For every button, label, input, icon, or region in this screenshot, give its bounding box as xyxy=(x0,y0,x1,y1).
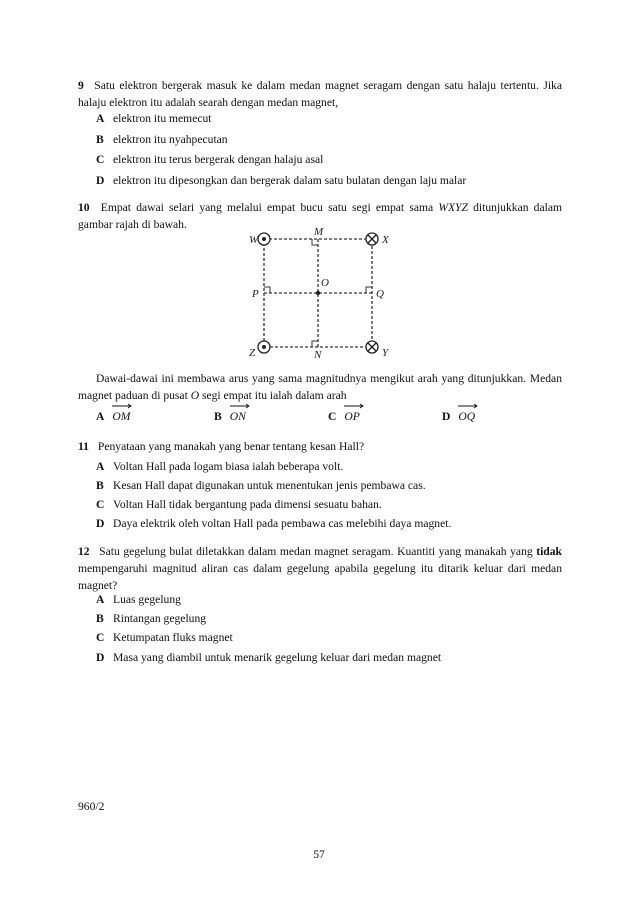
option-letter: C xyxy=(328,410,337,423)
label-n: N xyxy=(314,349,322,361)
right-angle-mark-n xyxy=(312,341,318,347)
q12-option-a xyxy=(96,591,181,608)
option-text: Luas gegelung xyxy=(113,593,181,606)
q9-option-a xyxy=(96,110,212,127)
q9-option-b xyxy=(96,131,228,148)
option-text: Daya elektrik oleh voltan Hall pada pembawa cas melebihi daya magnet. xyxy=(113,517,452,530)
wire-y-in-icon xyxy=(366,341,378,353)
centre-point-o xyxy=(316,291,320,295)
option-letter: A xyxy=(96,593,105,606)
q11-option-a xyxy=(96,458,343,475)
right-angle-mark-m xyxy=(312,239,318,245)
option-letter: C xyxy=(96,153,105,166)
label-z: Z xyxy=(249,347,256,359)
wire-square-diagram xyxy=(240,222,410,362)
question-number: 9 xyxy=(78,79,84,92)
question-text: Dawai-dawai ini membawa arus yang sama magnitudnya mengikut arah yang ditunjukkan. Medan magnet paduan di pusat xyxy=(78,372,562,402)
question-11 xyxy=(78,438,562,455)
q10-option-b xyxy=(214,405,246,425)
vector-arrow-icon xyxy=(112,403,132,409)
option-text: Ketumpatan fluks magnet xyxy=(113,631,233,644)
option-text: Masa yang diambil untuk menarik gegelung keluar dari medan magnet xyxy=(113,651,442,664)
q11-option-c xyxy=(96,496,382,513)
option-letter: B xyxy=(96,612,104,625)
question-12 xyxy=(78,543,562,594)
vector-om: OM xyxy=(112,405,130,425)
label-x: X xyxy=(382,234,389,246)
vector-arrow-icon xyxy=(230,403,250,409)
q10-option-a xyxy=(96,405,130,425)
question-text: Penyataan yang manakah yang benar tentang kesan Hall? xyxy=(97,440,365,453)
option-text: Kesan Hall dapat digunakan untuk menentukan jenis pembawa cas. xyxy=(113,479,426,492)
question-10-continuation xyxy=(78,370,562,404)
right-angle-mark-q xyxy=(366,287,372,293)
page-number: 57 xyxy=(313,848,325,861)
square-name: WXYZ xyxy=(438,201,468,214)
right-angle-mark-p xyxy=(264,287,270,293)
q9-option-c xyxy=(96,151,323,168)
q12-option-d xyxy=(96,649,441,666)
label-m: M xyxy=(314,226,324,238)
option-text: Voltan Hall pada logam biasa ialah beberapa volt. xyxy=(113,460,344,473)
vector-on: ON xyxy=(230,405,246,425)
option-letter: D xyxy=(96,174,105,187)
q11-option-b xyxy=(96,477,426,494)
question-text-end: segi empat itu ialah dalam arah xyxy=(199,389,347,402)
label-o: O xyxy=(321,277,329,289)
q12-option-c xyxy=(96,629,233,646)
q10-option-d xyxy=(442,405,475,425)
q10-option-c xyxy=(328,405,360,425)
option-letter: B xyxy=(96,133,104,146)
option-letter: C xyxy=(96,631,105,644)
q11-option-d xyxy=(96,515,451,532)
vector-oq: OQ xyxy=(458,405,475,425)
option-letter: D xyxy=(96,651,105,664)
question-text-end: ditunjukkan dalam gambar rajah di bawah. xyxy=(78,201,562,231)
q12-option-b xyxy=(96,610,206,627)
emphasis-word: tidak xyxy=(536,545,562,558)
option-text: elektron itu memecut xyxy=(113,112,212,125)
option-letter: D xyxy=(96,517,105,530)
q9-option-d xyxy=(96,172,466,189)
question-text: Empat dawai selari yang melalui empat bucu satu segi empat sama xyxy=(100,201,439,214)
option-text: elektron itu dipesongkan dan bergerak dalam satu bulatan dengan laju malar xyxy=(113,174,467,187)
option-letter: A xyxy=(96,112,105,125)
label-w: W xyxy=(249,234,259,246)
question-text: Satu gegelung bulat diletakkan dalam medan magnet seragam. Kuantiti yang manakah yang xyxy=(99,545,537,558)
option-letter: D xyxy=(442,410,451,423)
option-text: Rintangan gegelung xyxy=(113,612,207,625)
question-number: 11 xyxy=(78,440,89,453)
option-letter: A xyxy=(96,410,105,423)
option-letter: A xyxy=(96,460,105,473)
label-p: P xyxy=(252,288,259,300)
wire-x-in-icon xyxy=(366,233,378,245)
option-text: elektron itu nyahpecutan xyxy=(113,133,228,146)
question-text-end: mempengaruhi magnitud aliran cas dalam gegelung apabila gegelung itu ditarik keluar dari medan magnet? xyxy=(78,562,562,592)
label-y: Y xyxy=(382,347,389,359)
centre-name: O xyxy=(190,389,200,402)
option-letter: B xyxy=(214,410,222,423)
vector-arrow-icon xyxy=(458,403,478,409)
option-text: Voltan Hall tidak bergantung pada dimensi sesuatu bahan. xyxy=(113,498,382,511)
label-q: Q xyxy=(376,288,384,300)
option-letter: B xyxy=(96,479,104,492)
vector-arrow-icon xyxy=(344,403,364,409)
option-text: elektron itu terus bergerak dengan halaju asal xyxy=(113,153,324,166)
wire-z-out-icon xyxy=(258,341,270,353)
option-letter: C xyxy=(96,498,105,511)
question-number: 12 xyxy=(78,545,90,558)
question-9 xyxy=(78,77,562,111)
paper-code: 960/2 xyxy=(78,800,105,813)
question-text: Satu elektron bergerak masuk ke dalam medan magnet seragam dengan satu halaju tertentu. Jika halaju elektron itu adalah searah dengan medan magnet, xyxy=(78,79,563,109)
wire-w-out-icon xyxy=(258,233,270,245)
vector-op: OP xyxy=(344,405,359,425)
question-number: 10 xyxy=(78,201,90,214)
